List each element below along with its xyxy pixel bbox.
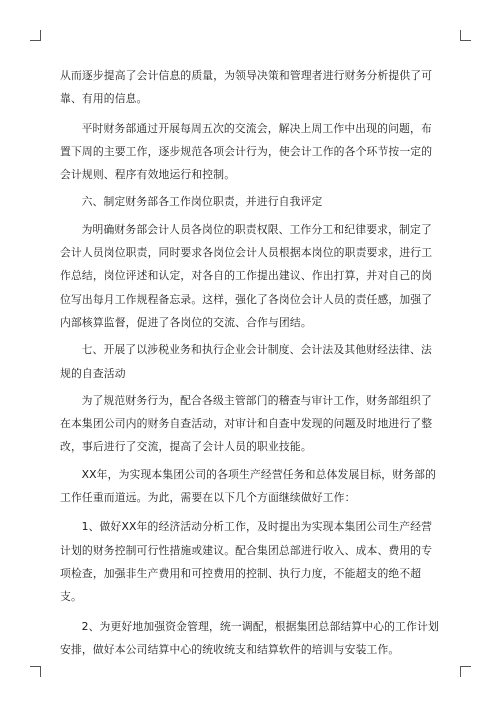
document-body	[60, 64, 442, 661]
crop-mark-bottom-right	[460, 666, 471, 677]
crop-mark-bottom-left	[30, 666, 41, 677]
list-item-2: 2、为更好地加强资金管理，统一调配，根据集团总部结算中心的工作计划安排，做好本公司结算中心的统收统支和结算软件的培训与安装工作。	[60, 619, 439, 656]
paragraph-next-year-goals: XX年，为实现本集团公司的各项生产经营任务和总体发展目标，财务部的工作任重而道远。为此，需要在以下几个方面继续做好工作：	[60, 467, 437, 505]
paragraph-weekly-meetings: 平时财务部通过开展每周五次的交流会，解决上周工作中出现的问题，布置下周的主要工作，逐步规范各项会计行为，使会计工作的各个环节按一定的会计规则、程序有效地运行和控制。	[60, 121, 433, 182]
list-item-1: 1、做好XX年的经济活动分析工作，及时提出为实现本集团公司生产经营计划的财务控制可行性措施或建议。配合集团总部进行收入、成本、费用的专项检查，加强非生产费用和可控费用的控制、执行力度，不能超支的绝不超支。	[60, 520, 433, 604]
crop-mark-top-right	[460, 30, 471, 41]
section-heading-six: 六、制定财务部各工作岗位职责，并进行自我评定	[81, 195, 323, 209]
crop-mark-top-left	[30, 30, 41, 41]
paragraph-job-duties: 为明确财务部会计人员各岗位的职责权限、工作分工和纪律要求，制定了会计人员岗位职责，同时要求各岗位会计人员根据本岗位的职责要求，进行工作总结，岗位评述和认定，对各自的工作提出建议、作出打算，并对自己的岗位写出每月工作规程备忘录。这样，强化了各岗位会计人员的责任感，加强了内部核算监督，促进了各岗位的交流、合作与团结。	[60, 222, 433, 329]
section-heading-seven: 七、开展了以涉税业务和执行企业会计制度、会计法及其他财经法律、法规的自查活动	[60, 343, 432, 380]
paragraph-continuation: 从而逐步提高了会计信息的质量，为领导决策和管理者进行财务分析提供了可靠、有用的信息。	[60, 69, 433, 106]
paragraph-self-inspection: 为了规范财务行为，配合各级主管部门的稽查与审计工作，财务部组织了在本集团公司内的财务自查活动，对审计和自查中发现的问题及时地进行了整改，事后进行了交流，提高了会计人员的职业技能。	[60, 393, 433, 454]
